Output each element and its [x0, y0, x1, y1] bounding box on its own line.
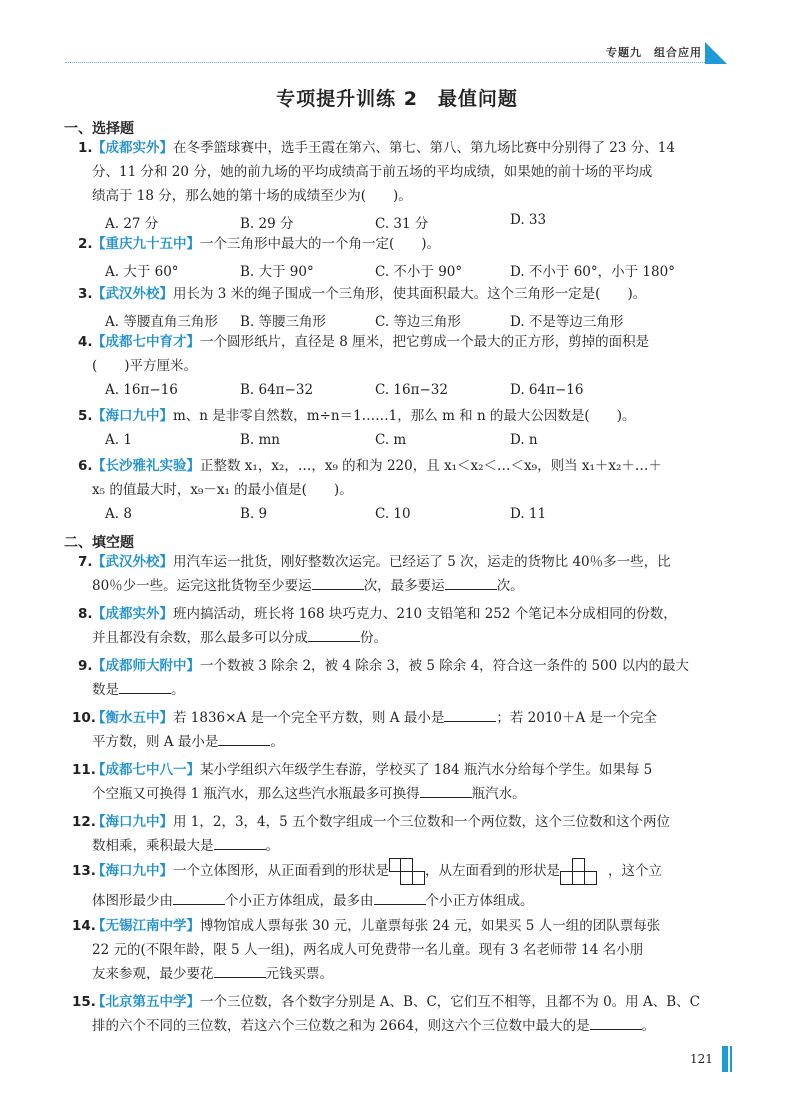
q13-line1a: 一个立体图形，从正面看到的形状是 — [173, 863, 389, 879]
q6-option-d: D. 11 — [510, 506, 547, 522]
q4-options — [105, 382, 725, 404]
q14-blank-1[interactable] — [214, 965, 266, 978]
q2-number: 2. — [78, 236, 93, 252]
q8-line2b: 份。 — [360, 630, 387, 646]
q13-line1b: ，从左面看到的形状是 — [425, 863, 560, 879]
q1-option-a: A. 27 分 — [105, 216, 159, 232]
q15-number: 15. — [72, 994, 96, 1010]
q5-option-b: B. mn — [240, 432, 280, 448]
q3-option-a: A. 等腰直角三角形 — [105, 314, 218, 330]
q12-number: 12. — [72, 814, 96, 830]
question-12 — [72, 810, 732, 858]
q2-line1: 一个三角形中最大的一个角一定( )。 — [200, 236, 441, 252]
q3-option-d: D. 不是等边三角形 — [510, 314, 624, 330]
q6-line1: 正整数 x₁，x₂，…，x₉ 的和为 220，且 x₁＜x₂＜…＜x₉，则当 x₁＋x₂＋…＋ — [200, 458, 662, 474]
q5-options — [105, 432, 725, 454]
q4-option-a: A. 16π−16 — [105, 382, 178, 398]
q11-source: 【成都七中八一】 — [92, 762, 200, 778]
q7-line2c: 次。 — [496, 578, 524, 594]
q1-line2: 分、11 分和 20 分，她的前九场的平均成绩高于前五场的平均成绩，如果她的前十场的平均成 — [92, 164, 653, 180]
q15-line2b: 。 — [641, 1018, 656, 1034]
section-choice: 一、选择题 — [64, 121, 134, 137]
q5-option-d: D. n — [510, 432, 538, 448]
q12-line2b: 。 — [265, 838, 279, 854]
question-5 — [78, 404, 732, 428]
q2-source: 【重庆九十五中】 — [92, 236, 200, 252]
q10-line2b: 。 — [270, 734, 284, 750]
page-marker-bar — [722, 1046, 728, 1072]
q13-number: 13. — [72, 863, 96, 879]
q3-option-c: C. 等边三角形 — [375, 314, 461, 330]
question-3 — [78, 282, 732, 306]
q13-source: 【海口九中】 — [92, 863, 173, 879]
q11-line2b: 瓶汽水。 — [471, 786, 526, 802]
q11-blank-1[interactable] — [420, 785, 472, 798]
q13-line2c: 个小正方体组成。 — [425, 893, 534, 909]
q11-line1: 某小学组织六年级学生春游，学校买了 184 瓶汽水分给每个学生。如果每 5 — [200, 762, 653, 778]
q7-line1: 用汽车运一批货，刚好整数次运完。已经运了 5 次，运走的货物比 40％多一些，比 — [173, 554, 671, 570]
q6-option-c: C. 10 — [375, 506, 411, 522]
q10-line2a: 平方数，则 A 最小是 — [92, 734, 219, 750]
q6-line2: x₅ 的值最大时，x₉－x₁ 的最小值是( )。 — [92, 482, 353, 498]
q8-blank-1[interactable] — [308, 629, 360, 642]
q4-source: 【成都七中育才】 — [92, 334, 200, 350]
q7-source: 【武汉外校】 — [92, 554, 173, 570]
q8-source: 【成都实外】 — [92, 606, 173, 622]
q15-line1: 一个三位数，各个数字分别是 A、B、C，它们互不相等，且都不为 0。用 A、B、C — [200, 994, 700, 1010]
q14-line3a: 友来参观，最少要花 — [92, 966, 214, 982]
question-1 — [78, 136, 732, 208]
q1-options — [105, 212, 725, 234]
q7-line2a: 80％少一些。运完这批货物至少要运 — [92, 578, 312, 594]
q15-blank-1[interactable] — [590, 1017, 642, 1030]
q15-line2a: 排的六个不同的三位数，若这六个三位数之和为 2664，则这六个三位数中最大的是 — [92, 1018, 590, 1034]
q12-blank-1[interactable] — [214, 837, 266, 850]
q10-source: 【衡水五中】 — [92, 710, 173, 726]
q1-source: 【成都实外】 — [92, 140, 173, 156]
q9-line1: 一个数被 3 除余 2，被 4 除余 3，被 5 除余 4，符合这一条件的 500 以内的最大 — [200, 658, 690, 674]
q12-source: 【海口九中】 — [92, 814, 173, 830]
q8-line1: 班内搞活动，班长将 168 块巧克力、210 支铅笔和 252 个笔记本分成相同的份数， — [173, 606, 677, 622]
q9-number: 9. — [78, 658, 93, 674]
q5-source: 【海口九中】 — [92, 408, 173, 424]
q1-number: 1. — [78, 140, 93, 156]
q12-line1: 用 1，2，3，4，5 五个数字组成一个三位数和一个两位数，这个三位数和这个两位 — [173, 814, 671, 830]
header-rule — [65, 62, 705, 63]
question-15 — [72, 990, 732, 1038]
q4-option-c: C. 16π−32 — [375, 382, 448, 398]
q6-option-a: A. 8 — [105, 506, 132, 522]
q3-number: 3. — [78, 286, 93, 302]
q4-option-d: D. 64π−16 — [510, 382, 584, 398]
q6-number: 6. — [78, 458, 93, 474]
q4-number: 4. — [78, 334, 93, 350]
q5-number: 5. — [78, 408, 93, 424]
q1-option-c: C. 31 分 — [375, 216, 429, 232]
q5-line1: m、n 是非零自然数，m÷n＝1……1，那么 m 和 n 的最大公因数是( )。 — [173, 408, 636, 424]
section-fill: 二、填空题 — [64, 535, 134, 551]
q7-line2b: 次，最多要运 — [363, 578, 445, 594]
q9-source: 【成都师大附中】 — [92, 658, 200, 674]
q8-line2a: 并且都没有余数，那么最多可以分成 — [92, 630, 308, 646]
q14-number: 14. — [72, 918, 96, 934]
q13-blank-1[interactable] — [173, 892, 225, 905]
q7-blank-1[interactable] — [312, 577, 364, 590]
q7-number: 7. — [78, 554, 93, 570]
q14-line2: 22 元的(不限年龄，限 5 人一组)，两名成人可免费带一名儿童。现有 3 名老师带 14 名小朋 — [92, 942, 644, 958]
page-number: 121 — [690, 1052, 713, 1066]
question-6 — [78, 454, 732, 502]
q3-options — [105, 310, 725, 332]
q7-blank-2[interactable] — [445, 577, 497, 590]
q1-line3: 绩高于 18 分，那么她的第十场的成绩至少为( )。 — [92, 188, 412, 204]
page-title: 专项提升训练 2 最值问题 — [276, 88, 518, 110]
q6-option-b: B. 9 — [240, 506, 268, 522]
q1-option-b: B. 29 分 — [240, 216, 294, 232]
q2-option-a: A. 大于 60° — [105, 264, 179, 280]
q14-line1: 博物馆成人票每张 30 元，儿童票每张 24 元，如果买 5 人一组的团队票每张 — [200, 918, 661, 934]
q11-number: 11. — [72, 762, 96, 778]
q14-source: 【无锡江南中学】 — [92, 918, 200, 934]
page-marker-thin-bar — [730, 1046, 732, 1072]
q3-line1: 用长为 3 米的绳子围成一个三角形，使其面积最大。这个三角形一定是( )。 — [173, 286, 647, 302]
q13-line2a: 体图形最少由 — [92, 893, 173, 909]
q6-options — [105, 506, 725, 528]
q9-line2b: 。 — [171, 682, 185, 698]
q4-line1: 一个圆形纸片，直径是 8 厘米，把它剪成一个最大的正方形，剪掉的面积是 — [200, 334, 650, 350]
q3-source: 【武汉外校】 — [92, 286, 173, 302]
q9-line2a: 数是 — [92, 682, 119, 698]
q8-number: 8. — [78, 606, 93, 622]
q13-line2b: 个小正方体组成，最多由 — [225, 893, 374, 909]
q13-blank-2[interactable] — [374, 892, 426, 905]
left-view-figure — [560, 858, 608, 886]
q2-options — [105, 260, 725, 282]
header-triangle-icon — [705, 42, 727, 64]
question-13 — [72, 856, 732, 916]
q10-blank-1[interactable] — [444, 709, 496, 722]
question-7 — [78, 550, 732, 598]
q3-option-b: B. 等腰三角形 — [240, 314, 327, 330]
q9-blank-1[interactable] — [119, 681, 171, 694]
q6-source: 【长沙雅礼实验】 — [92, 458, 200, 474]
q5-option-a: A. 1 — [105, 432, 132, 448]
q10-blank-2[interactable] — [218, 733, 270, 746]
q13-line1c: ，这个立 — [608, 863, 662, 879]
q14-line3b: 元钱买票。 — [265, 966, 333, 982]
question-8 — [78, 602, 732, 650]
question-2 — [78, 232, 732, 256]
q12-line2a: 数相乘，乘积最大是 — [92, 838, 214, 854]
q1-line1: 在冬季篮球赛中，选手王霞在第六、第七、第八、第九场比赛中分别得了 23 分、14 — [173, 140, 675, 156]
q5-option-c: C. m — [375, 432, 407, 448]
q1-option-d: D. 33 — [510, 212, 547, 228]
front-view-figure — [389, 858, 425, 886]
question-4 — [78, 330, 732, 378]
q2-option-b: B. 大于 90° — [240, 264, 314, 280]
question-14 — [72, 914, 732, 986]
page-header — [0, 0, 794, 70]
question-9 — [78, 654, 732, 702]
q4-line2: ( )平方厘米。 — [92, 358, 198, 374]
q11-line2a: 个空瓶又可换得 1 瓶汽水，那么这些汽水瓶最多可换得 — [92, 786, 420, 802]
question-10 — [72, 706, 732, 754]
q10-line1b: ；若 2010＋A 是一个完全 — [496, 710, 658, 726]
q10-line1a: 若 1836×A 是一个完全平方数，则 A 最小是 — [173, 710, 445, 726]
q4-option-b: B. 64π−32 — [240, 382, 314, 398]
question-11 — [72, 758, 732, 806]
q2-option-d: D. 不小于 60°，小于 180° — [510, 264, 675, 280]
chapter-label: 专题九 组合应用 — [606, 46, 702, 59]
q15-source: 【北京第五中学】 — [92, 994, 200, 1010]
q10-number: 10. — [72, 710, 96, 726]
q2-option-c: C. 不小于 90° — [375, 264, 463, 280]
